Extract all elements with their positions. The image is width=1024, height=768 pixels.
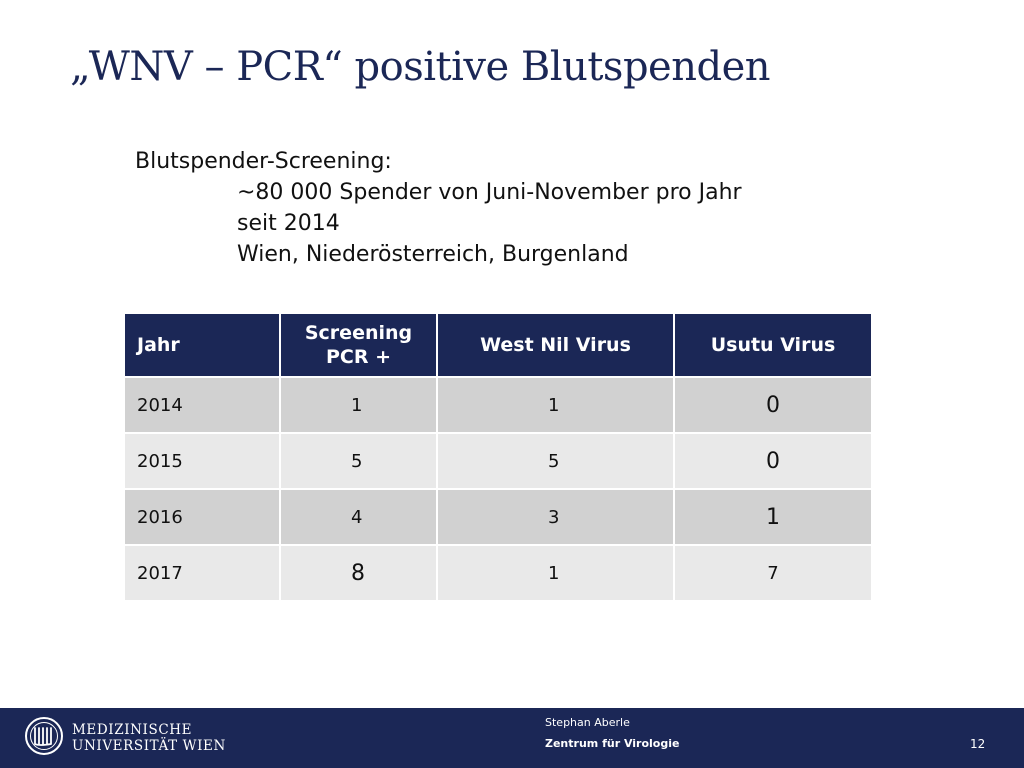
cell-screening-pcr: 1 [280, 377, 437, 433]
header-usutu-virus: Usutu Virus [674, 314, 871, 377]
university-seal-icon [24, 716, 64, 756]
regions-line: Wien, Niederösterreich, Burgenland [237, 242, 629, 267]
page-number: 12 [970, 737, 986, 751]
author-name: Stephan Aberle [545, 716, 630, 729]
header-west-nil-virus: West Nil Virus [437, 314, 674, 377]
table-row [125, 433, 871, 489]
cell-usutu: 7 [674, 545, 871, 601]
cell-usutu: 0 [674, 433, 871, 489]
table-row [125, 545, 871, 601]
university-name-line1: MEDIZINISCHE [72, 722, 193, 738]
cell-usutu: 1 [674, 489, 871, 545]
cell-west-nil: 1 [437, 545, 674, 601]
header-screening-line1: Screening [304, 322, 413, 344]
cell-usutu: 0 [674, 377, 871, 433]
table-row [125, 377, 871, 433]
since-year-line: seit 2014 [237, 211, 340, 236]
university-name-line2: UNIVERSITÄT WIEN [72, 738, 226, 754]
cell-year: 2015 [125, 433, 280, 489]
screening-results-table [125, 314, 871, 602]
screening-info [135, 146, 742, 270]
cell-year: 2017 [125, 545, 280, 601]
department-name: Zentrum für Virologie [545, 737, 680, 750]
cell-west-nil: 3 [437, 489, 674, 545]
table-header-row [125, 314, 871, 377]
footer-bar [0, 708, 1024, 768]
university-name [72, 722, 226, 754]
cell-screening-pcr: 4 [280, 489, 437, 545]
donor-count-line: ~80 000 Spender von Juni-November pro Jahr [237, 180, 742, 205]
cell-screening-pcr: 5 [280, 433, 437, 489]
header-screening-line2: PCR + [325, 346, 392, 368]
cell-screening-pcr: 8 [280, 545, 437, 601]
cell-year: 2014 [125, 377, 280, 433]
header-year: Jahr [125, 314, 280, 377]
screening-heading: Blutspender-Screening: [135, 149, 392, 174]
cell-west-nil: 1 [437, 377, 674, 433]
cell-year: 2016 [125, 489, 280, 545]
slide-title: „WNV – PCR“ positive Blutspenden [70, 44, 771, 90]
table-row [125, 489, 871, 545]
cell-west-nil: 5 [437, 433, 674, 489]
header-screening-pcr [280, 314, 437, 377]
